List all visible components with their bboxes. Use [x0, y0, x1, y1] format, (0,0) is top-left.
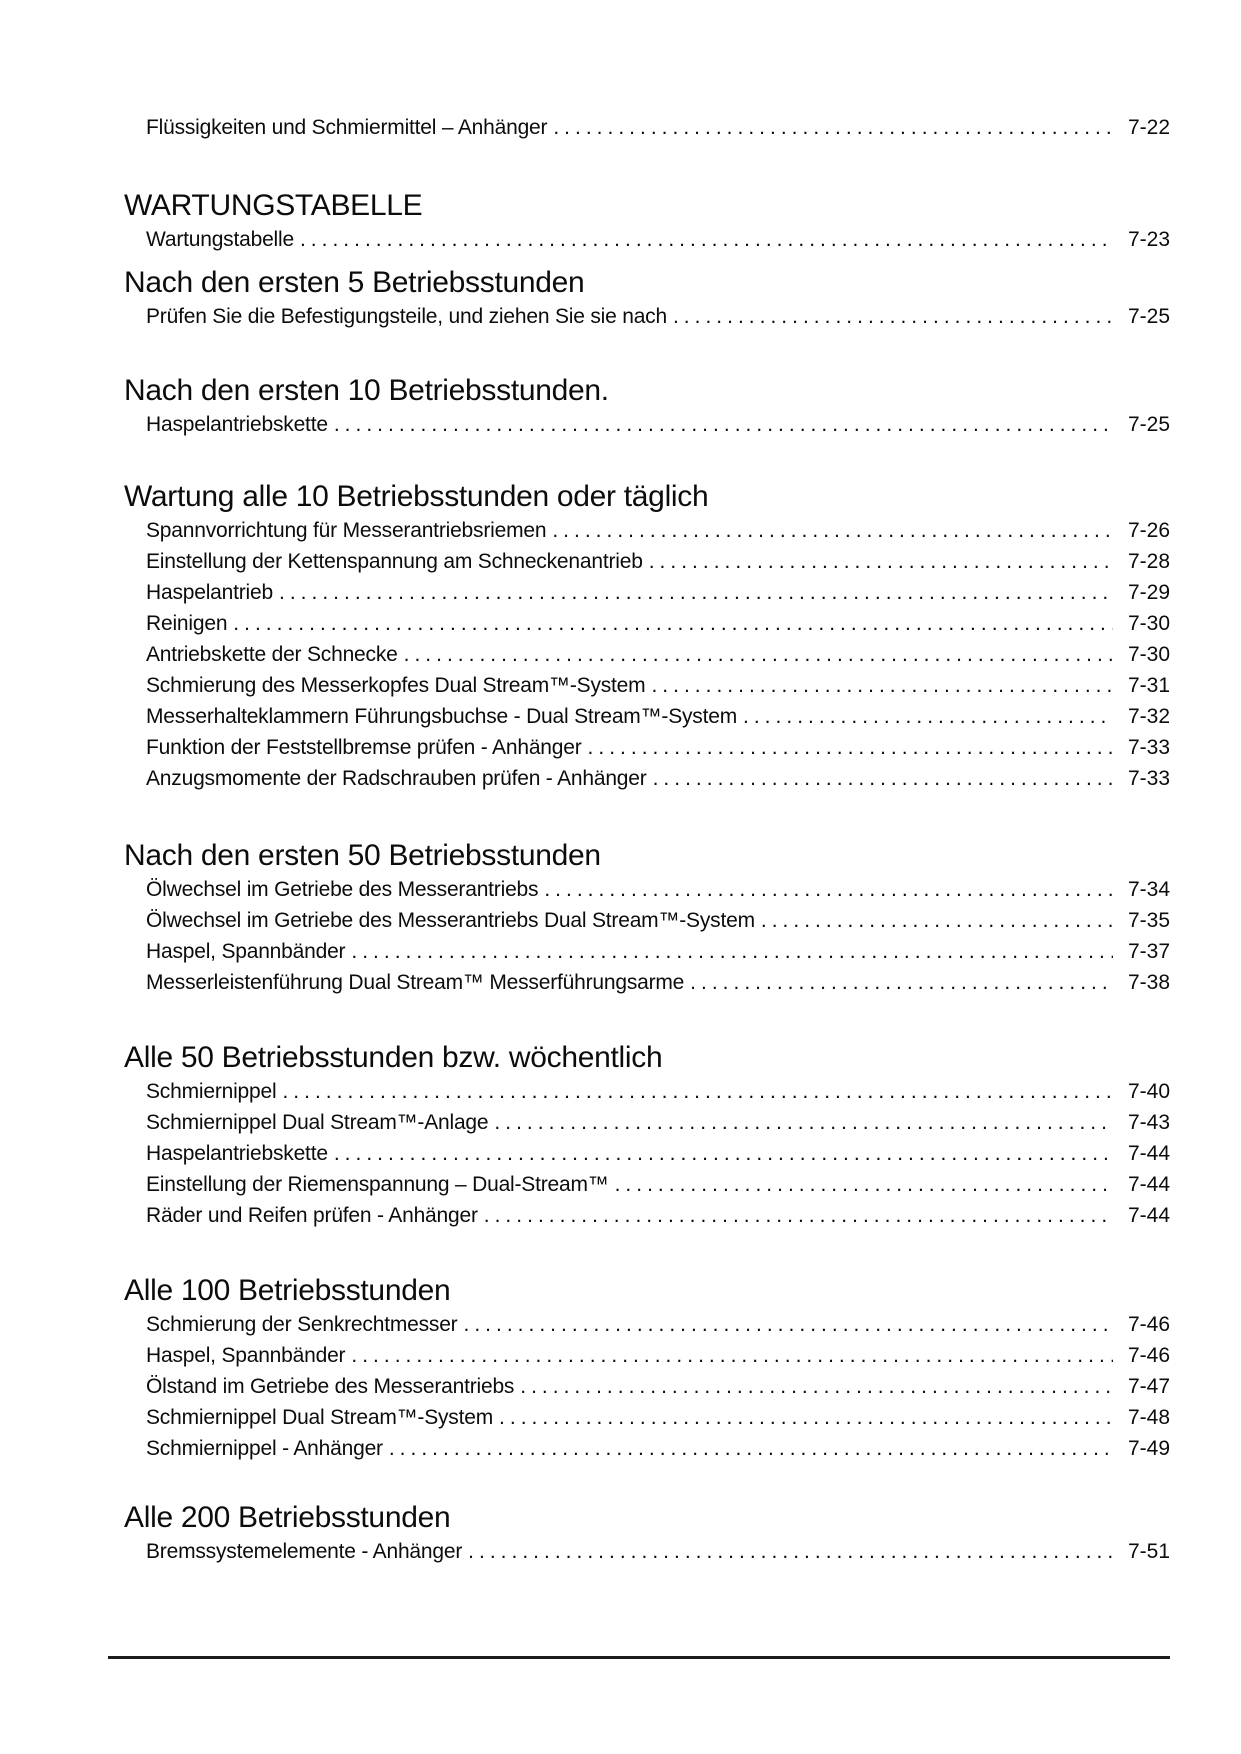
- toc-content: [124, 0, 1170, 1567]
- dot-leader-icon: [478, 1200, 1113, 1231]
- toc-entry: [124, 763, 1170, 794]
- dot-leader-icon: [514, 1371, 1113, 1402]
- toc-entry: [124, 546, 1170, 577]
- toc-entry: [124, 577, 1170, 608]
- entry-label: Einstellung der Kettenspannung am Schneckenantrieb: [146, 550, 643, 573]
- section-heading: Wartung alle 10 Betriebsstunden oder täglich: [124, 480, 709, 513]
- section-heading: Nach den ersten 5 Betriebsstunden: [124, 266, 585, 299]
- dot-leader-icon: [294, 224, 1113, 255]
- entry-label: Spannvorrichtung für Messerantriebsriemen: [146, 519, 547, 542]
- entry-label: Haspelantrieb: [146, 581, 273, 604]
- dot-leader-icon: [667, 301, 1113, 332]
- toc-entry: [124, 701, 1170, 732]
- toc-entry: [124, 409, 1170, 440]
- toc-entry: [124, 967, 1170, 998]
- entry-page-number: 7-44: [1127, 1204, 1170, 1227]
- toc-section: [124, 112, 1170, 143]
- entry-page-number: 7-33: [1127, 736, 1170, 759]
- entry-page-number: 7-25: [1127, 305, 1170, 328]
- toc-entry: [124, 1433, 1170, 1464]
- entry-label: Reinigen: [146, 612, 228, 635]
- entry-label: Schmierung des Messerkopfes Dual Stream™-System: [146, 674, 646, 697]
- section-items: [124, 874, 1170, 998]
- entry-label: Einstellung der Riemenspannung – Dual-Stream™: [146, 1173, 609, 1196]
- toc-entry: [124, 1536, 1170, 1567]
- entry-page-number: 7-51: [1127, 1540, 1170, 1563]
- entry-page-number: 7-28: [1127, 550, 1170, 573]
- section-items: [124, 1309, 1170, 1464]
- dot-leader-icon: [493, 1402, 1113, 1433]
- entry-page-number: 7-33: [1127, 767, 1170, 790]
- entry-label: Schmiernippel Dual Stream™-System: [146, 1406, 494, 1429]
- entry-label: Flüssigkeiten und Schmiermittel – Anhänger: [146, 116, 548, 139]
- dot-leader-icon: [398, 639, 1113, 670]
- entry-page-number: 7-44: [1127, 1173, 1170, 1196]
- entry-label: Ölwechsel im Getriebe des Messerantriebs: [146, 878, 539, 901]
- dot-leader-icon: [643, 546, 1113, 577]
- entry-page-number: 7-30: [1127, 643, 1170, 666]
- toc-entry: [124, 301, 1170, 332]
- toc-entry: [124, 515, 1170, 546]
- entry-label: Prüfen Sie die Befestigungsteile, und ziehen Sie sie nach: [146, 305, 667, 328]
- dot-leader-icon: [276, 1076, 1113, 1107]
- entry-label: Haspel, Spannbänder: [146, 1344, 346, 1367]
- toc-entry: [124, 1169, 1170, 1200]
- entry-page-number: 7-46: [1127, 1313, 1170, 1336]
- dot-leader-icon: [328, 1138, 1113, 1169]
- entry-page-number: 7-35: [1127, 909, 1170, 932]
- entry-label: Messerhalteklammern Führungsbuchse - Dual Stream™-System: [146, 705, 738, 728]
- toc-entry: [124, 936, 1170, 967]
- section-heading: Alle 200 Betriebsstunden: [124, 1501, 451, 1534]
- entry-page-number: 7-31: [1127, 674, 1170, 697]
- toc-entry: [124, 1076, 1170, 1107]
- entry-label: Ölstand im Getriebe des Messerantriebs: [146, 1375, 515, 1398]
- toc-section: [124, 838, 1170, 998]
- dot-leader-icon: [462, 1536, 1113, 1567]
- dot-leader-icon: [647, 763, 1113, 794]
- entry-label: Schmiernippel - Anhänger: [146, 1437, 383, 1460]
- dot-leader-icon: [684, 967, 1113, 998]
- section-heading: WARTUNGSTABELLE: [124, 189, 423, 222]
- entry-page-number: 7-26: [1127, 519, 1170, 542]
- toc-entry: [124, 1402, 1170, 1433]
- dot-leader-icon: [546, 515, 1113, 546]
- entry-page-number: 7-40: [1127, 1080, 1170, 1103]
- dot-leader-icon: [609, 1169, 1113, 1200]
- dot-leader-icon: [488, 1107, 1113, 1138]
- entry-label: Räder und Reifen prüfen - Anhänger: [146, 1204, 478, 1227]
- toc-entry: [124, 732, 1170, 763]
- entry-page-number: 7-44: [1127, 1142, 1170, 1165]
- entry-label: Schmiernippel: [146, 1080, 277, 1103]
- dot-leader-icon: [737, 701, 1113, 732]
- dot-leader-icon: [755, 905, 1113, 936]
- entry-label: Antriebskette der Schnecke: [146, 643, 398, 666]
- dot-leader-icon: [645, 670, 1113, 701]
- toc-entry: [124, 1200, 1170, 1231]
- entry-page-number: 7-38: [1127, 971, 1170, 994]
- footer-rule: [108, 1656, 1170, 1659]
- dot-leader-icon: [345, 1340, 1113, 1371]
- entry-label: Haspelantriebskette: [146, 413, 328, 436]
- toc-entry: [124, 608, 1170, 639]
- dot-leader-icon: [582, 732, 1113, 763]
- toc-section: [124, 1273, 1170, 1464]
- entry-page-number: 7-25: [1127, 413, 1170, 436]
- toc-section: [124, 1040, 1170, 1231]
- toc-section: [124, 265, 1170, 332]
- entry-page-number: 7-48: [1127, 1406, 1170, 1429]
- entry-page-number: 7-47: [1127, 1375, 1170, 1398]
- toc-entry: [124, 874, 1170, 905]
- section-heading: Nach den ersten 10 Betriebsstunden.: [124, 374, 609, 407]
- entry-label: Wartungstabelle: [146, 228, 294, 251]
- toc-entry: [124, 670, 1170, 701]
- section-heading: Alle 50 Betriebsstunden bzw. wöchentlich: [124, 1041, 663, 1074]
- toc-entry: [124, 112, 1170, 143]
- entry-page-number: 7-46: [1127, 1344, 1170, 1367]
- section-heading: Nach den ersten 50 Betriebsstunden: [124, 839, 601, 872]
- entry-page-number: 7-49: [1127, 1437, 1170, 1460]
- entry-page-number: 7-37: [1127, 940, 1170, 963]
- toc-section: [124, 479, 1170, 794]
- dot-leader-icon: [345, 936, 1113, 967]
- toc-entry: [124, 224, 1170, 255]
- dot-leader-icon: [457, 1309, 1113, 1340]
- dot-leader-icon: [547, 112, 1113, 143]
- section-items: [124, 301, 1170, 332]
- entry-label: Ölwechsel im Getriebe des Messerantriebs Dual Stream™-System: [146, 909, 755, 932]
- entry-label: Bremssystemelemente - Anhänger: [146, 1540, 463, 1563]
- toc-entry: [124, 1371, 1170, 1402]
- section-items: [124, 409, 1170, 440]
- entry-label: Anzugsmomente der Radschrauben prüfen - Anhänger: [146, 767, 647, 790]
- dot-leader-icon: [227, 608, 1113, 639]
- section-items: [124, 224, 1170, 255]
- entry-page-number: 7-32: [1127, 705, 1170, 728]
- section-items: [124, 112, 1170, 143]
- dot-leader-icon: [538, 874, 1113, 905]
- toc-entry: [124, 1107, 1170, 1138]
- toc-entry: [124, 905, 1170, 936]
- entry-label: Funktion der Feststellbremse prüfen - Anhänger: [146, 736, 582, 759]
- dot-leader-icon: [328, 409, 1113, 440]
- entry-label: Schmiernippel Dual Stream™-Anlage: [146, 1111, 489, 1134]
- toc-section: [124, 373, 1170, 440]
- section-items: [124, 1076, 1170, 1231]
- dot-leader-icon: [383, 1433, 1113, 1464]
- entry-label: Haspelantriebskette: [146, 1142, 328, 1165]
- toc-entry: [124, 639, 1170, 670]
- entry-page-number: 7-43: [1127, 1111, 1170, 1134]
- section-heading: Alle 100 Betriebsstunden: [124, 1274, 451, 1307]
- toc-entry: [124, 1309, 1170, 1340]
- entry-page-number: 7-34: [1127, 878, 1170, 901]
- section-items: [124, 1536, 1170, 1567]
- entry-page-number: 7-22: [1127, 116, 1170, 139]
- section-items: [124, 515, 1170, 794]
- entry-label: Haspel, Spannbänder: [146, 940, 346, 963]
- entry-page-number: 7-23: [1127, 228, 1170, 251]
- dot-leader-icon: [273, 577, 1113, 608]
- entry-page-number: 7-30: [1127, 612, 1170, 635]
- entry-label: Schmierung der Senkrechtmesser: [146, 1313, 458, 1336]
- toc-entry: [124, 1138, 1170, 1169]
- toc-section: [124, 1500, 1170, 1567]
- toc-entry: [124, 1340, 1170, 1371]
- toc-section: [124, 188, 1170, 255]
- entry-page-number: 7-29: [1127, 581, 1170, 604]
- entry-label: Messerleistenführung Dual Stream™ Messerführungsarme: [146, 971, 685, 994]
